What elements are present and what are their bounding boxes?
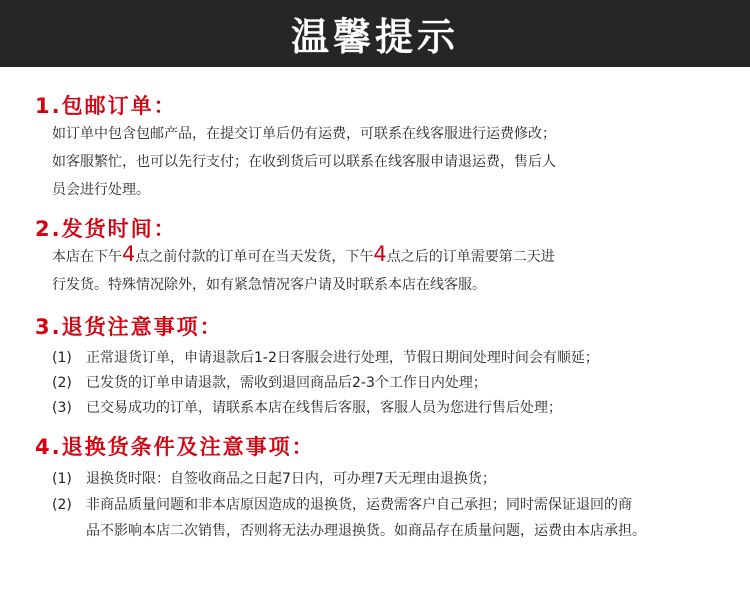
page-title: 温馨提示 — [290, 15, 459, 59]
delivery-time-line-2: 行发货。特殊情况除外，如有紧急情况客户请及时联系本店在线客服。 — [52, 277, 486, 293]
section-heading-return-notes: 3.退货注意事项： — [35, 315, 223, 339]
return-item-3-text: 已交易成功的订单，请联系本店在线售后客服，客服人员为您进行售后处理； — [86, 400, 562, 416]
return-item-1-text: 正常退货订单，申请退款后1-2日客服会进行处理，节假日期间处理时间会有顺延； — [86, 350, 599, 366]
return-item-2-text: 已发货的订单申请退款，需收到退回商品后2-3个工作日内处理； — [86, 375, 487, 391]
delivery-prefix: 本店在下午 — [52, 249, 122, 265]
section-heading-free-shipping: 1.包邮订单： — [35, 94, 177, 118]
section-heading-exchange-conditions: 4.退换货条件及注意事项： — [35, 435, 315, 459]
exchange-item-1 — [52, 468, 496, 488]
free-shipping-line-1: 如订单中包含包邮产品，在提交订单后仍有运费，可联系在线客服进行运费修改； — [52, 126, 556, 142]
return-item-3-number: (3) — [52, 400, 72, 416]
return-item-1-number: (1) — [52, 350, 72, 366]
return-item-2-number: (2) — [52, 375, 72, 391]
return-item-1 — [52, 347, 599, 367]
free-shipping-line-2: 如客服繁忙，也可以先行支付；在收到货后可以联系在线客服申请退运费，售后人 — [52, 154, 556, 170]
free-shipping-line-3: 员会进行处理。 — [52, 182, 150, 198]
return-item-2 — [52, 372, 487, 392]
exchange-item-2-number: (2) — [52, 497, 72, 513]
exchange-item-2-text: 非商品质量问题和非本店原因造成的退换货，运费需客户自己承担；同时需保证退回的商 — [86, 497, 632, 513]
exchange-item-1-text: 退换货时限：自签收商品之日起7日内，可办理7天无理由退换货； — [86, 471, 496, 487]
exchange-item-1-number: (1) — [52, 471, 72, 487]
section-heading-delivery-time: 2.发货时间： — [35, 217, 177, 241]
title-banner — [0, 0, 750, 67]
exchange-item-2 — [52, 494, 632, 514]
return-item-3 — [52, 397, 562, 417]
delivery-hour-1: 4 — [122, 242, 136, 266]
delivery-suffix: 点之后的订单需要第二天进 — [386, 249, 555, 265]
delivery-hour-2: 4 — [373, 242, 387, 266]
exchange-item-2-continuation: 品不影响本店二次销售，否则将无法办理退换货。如商品存在质量问题，运费由本店承担。 — [86, 523, 646, 539]
delivery-time-line-1 — [52, 242, 555, 266]
delivery-middle: 点之前付款的订单可在当天发货，下午 — [135, 249, 374, 265]
